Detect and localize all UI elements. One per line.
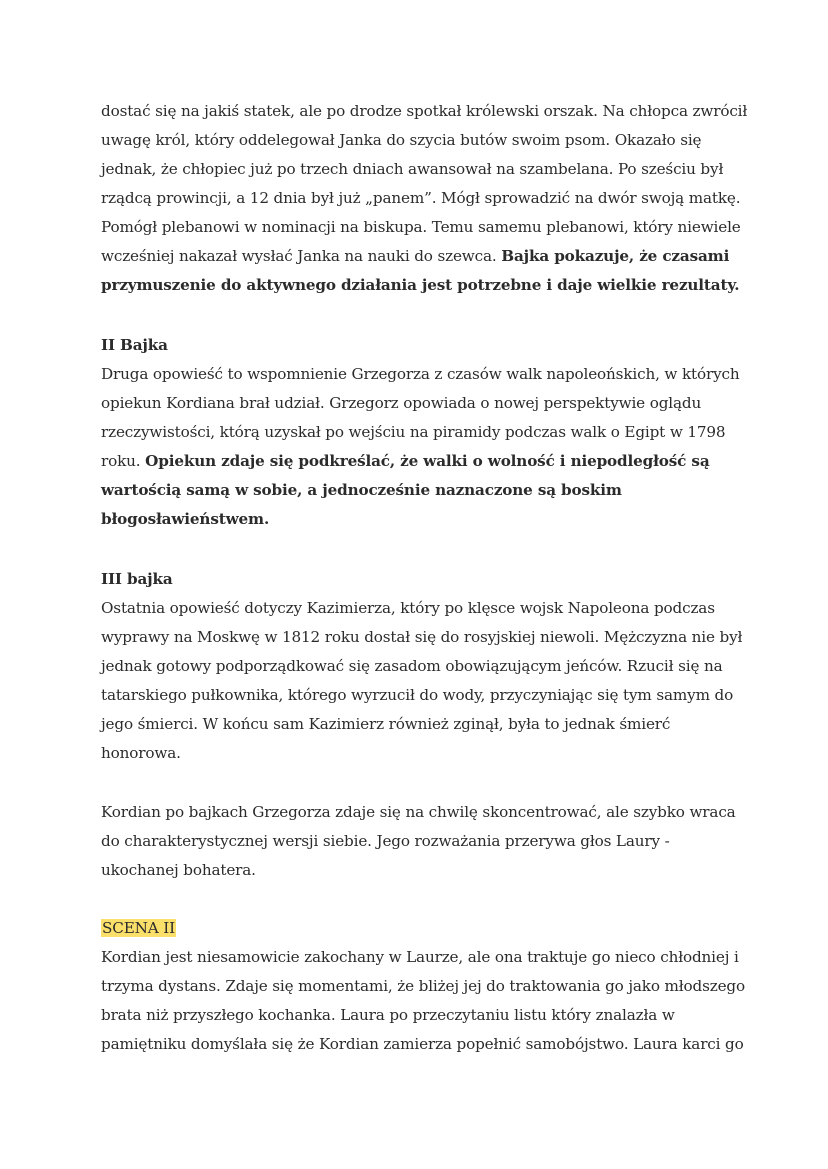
text-line: jednak, że chłopiec już po trzech dniach awansował na szambelana. Po sześciu był [101, 160, 724, 178]
text-line: Pomógł plebanowi w nominacji na biskupa. Temu samemu plebanowi, który niewiele [101, 218, 741, 236]
text-line: Druga opowieść to wspomnienie Grzegorza z czasów walk napoleońskich, w których [101, 365, 740, 383]
text-line: wyprawy na Moskwę w 1812 roku dostał się do rosyjskiej niewoli. Mężczyzna nie był [101, 628, 743, 646]
text-line: brata niż przyszłego kochanka. Laura po przeczytaniu listu który znalazła w [101, 1006, 675, 1024]
text-line: ukochanej bohatera. [101, 861, 256, 879]
section-third-tale [101, 565, 741, 768]
text-line: Kordian po bajkach Grzegorza zdaje się na chwilę skoncentrować, ale szybko wraca [101, 803, 736, 821]
paragraph-fairy-tale-1-end [101, 97, 748, 300]
text-line: do charakterystycznej wersji siebie. Jego rozważania przerywa głos Laury - [101, 832, 670, 850]
text-normal: wcześniej nakazał wysłać Janka na nauki do szewca. [101, 247, 502, 265]
text-line: trzyma dystans. Zdaje się momentami, że bliżej jej do traktowania go jako młodszego [101, 977, 745, 995]
text-line [101, 447, 741, 476]
text-line: tatarskiego pułkownika, którego wyrzucił do wody, przyczyniając się tym samym do [101, 686, 734, 704]
text-line: Ostatnia opowieść dotyczy Kazimierza, który po klęsce wojsk Napoleona podczas [101, 599, 715, 617]
text-line-bold: błogosławieństwem. [101, 510, 270, 528]
section-heading: II Bajka [101, 336, 168, 354]
text-line: jednak gotowy podporządkować się zasadom obowiązującym jeńców. Rzucił się na [101, 657, 723, 675]
section-scene-two [101, 914, 745, 1059]
text-line: uwagę król, który oddelegował Janka do szycia butów swoim psom. Okazało się [101, 131, 702, 149]
text-line-bold: przymuszenie do aktywnego działania jest potrzebne i daje wielkie rezultaty. [101, 276, 740, 294]
text-line: rządcą prowincji, a 12 dnia był już „panem”. Mógł sprowadzić na dwór swoją matkę. [101, 189, 741, 207]
text-line: honorowa. [101, 744, 181, 762]
section-heading: III bajka [101, 570, 173, 588]
text-line-bold: wartością samą w sobie, a jednocześnie naznaczone są boskim [101, 481, 622, 499]
scene-heading-highlight: SCENA II [102, 919, 175, 937]
text-line: rzeczywistości, którą uzyskał po wejściu na piramidy podczas walk o Egipt w 1798 [101, 423, 726, 441]
text-normal: roku. [101, 452, 146, 470]
text-line: Kordian jest niesamowicie zakochany w Laurze, ale ona traktuje go nieco chłodniej i [101, 948, 739, 966]
text-line: jego śmierci. W końcu sam Kazimierz również zginął, była to jednak śmierć [101, 715, 671, 733]
scene-heading-line [101, 914, 741, 943]
text-line: opiekun Kordiana brał udział. Grzegorz opowiada o nowej perspektywie oglądu [101, 394, 702, 412]
text-bold: Bajka pokazuje, że czasami [501, 247, 730, 265]
paragraph-kordian-after-tales [101, 798, 741, 885]
text-bold: Opiekun zdaje się podkreślać, że walki o wolność i niepodległość są [145, 452, 710, 470]
text-line [101, 242, 741, 271]
text-line: pamiętniku domyślała się że Kordian zamierza popełnić samobójstwo. Laura karci go [101, 1035, 744, 1053]
text-line: dostać się na jakiś statek, ale po drodze spotkał królewski orszak. Na chłopca zwrócił [101, 102, 748, 120]
section-second-tale [101, 331, 741, 534]
